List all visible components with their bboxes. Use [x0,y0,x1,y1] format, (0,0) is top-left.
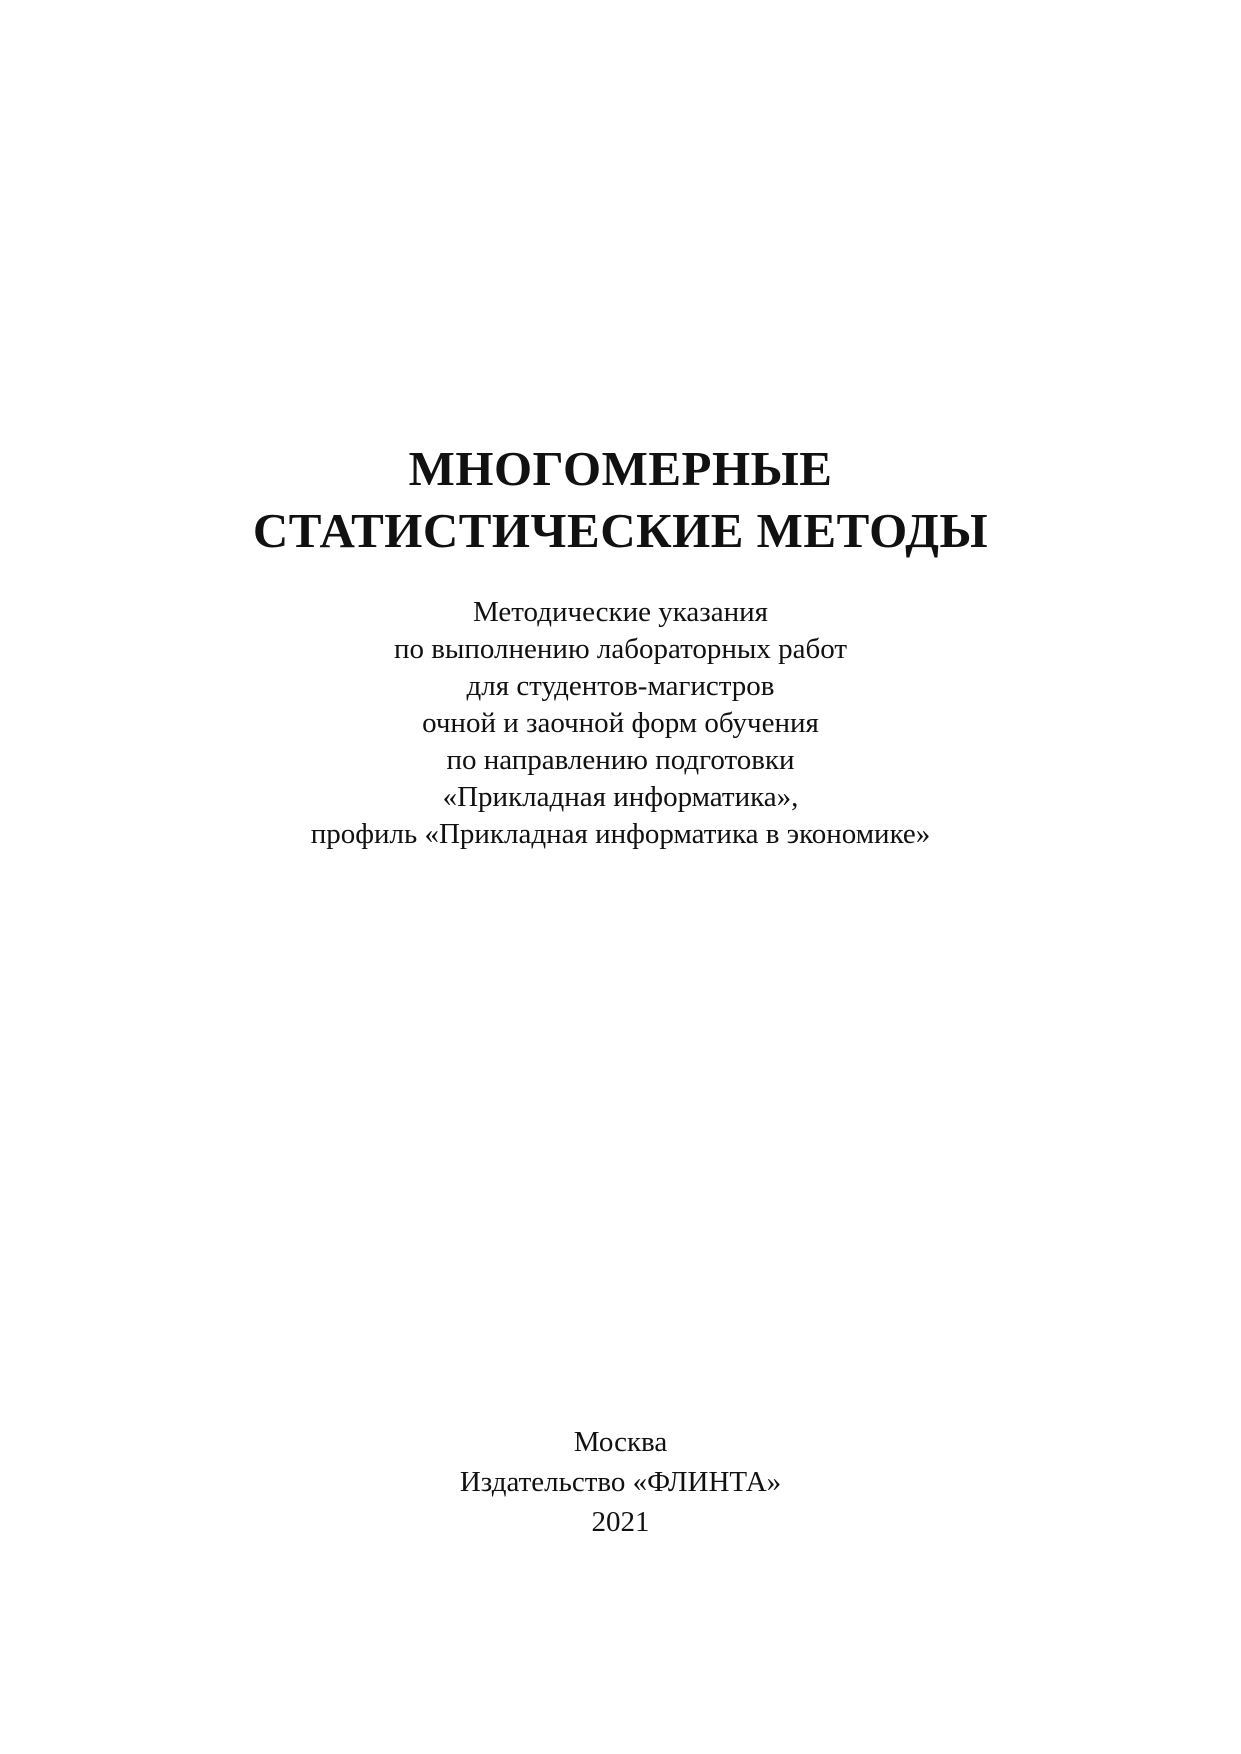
imprint-year: 2021 [591,1506,650,1538]
subtitle-line-7: профиль «Прикладная информатика в экономике» [310,818,931,850]
imprint-publisher: Издательство «ФЛИНТА» [459,1466,782,1498]
subtitle-line-3: для студентов-магистров [466,670,775,702]
subtitle-line-6: «Прикладная информатика», [442,781,799,813]
subtitle-line-5: по направлению подготовки [446,744,795,776]
book-title [0,438,1241,562]
subtitle-line-4: очной и заочной форм обучения [422,707,819,739]
title-line-1: МНОГОМЕРНЫЕ [408,441,833,496]
imprint-city: Москва [573,1426,668,1458]
subtitle-line-2: по выполнению лабораторных работ [393,633,848,665]
subtitle-line-1: Методические указания [472,596,768,628]
book-subtitle [0,594,1241,853]
title-line-2: СТАТИСТИЧЕСКИЕ МЕТОДЫ [252,503,989,558]
imprint-block [0,1422,1241,1542]
